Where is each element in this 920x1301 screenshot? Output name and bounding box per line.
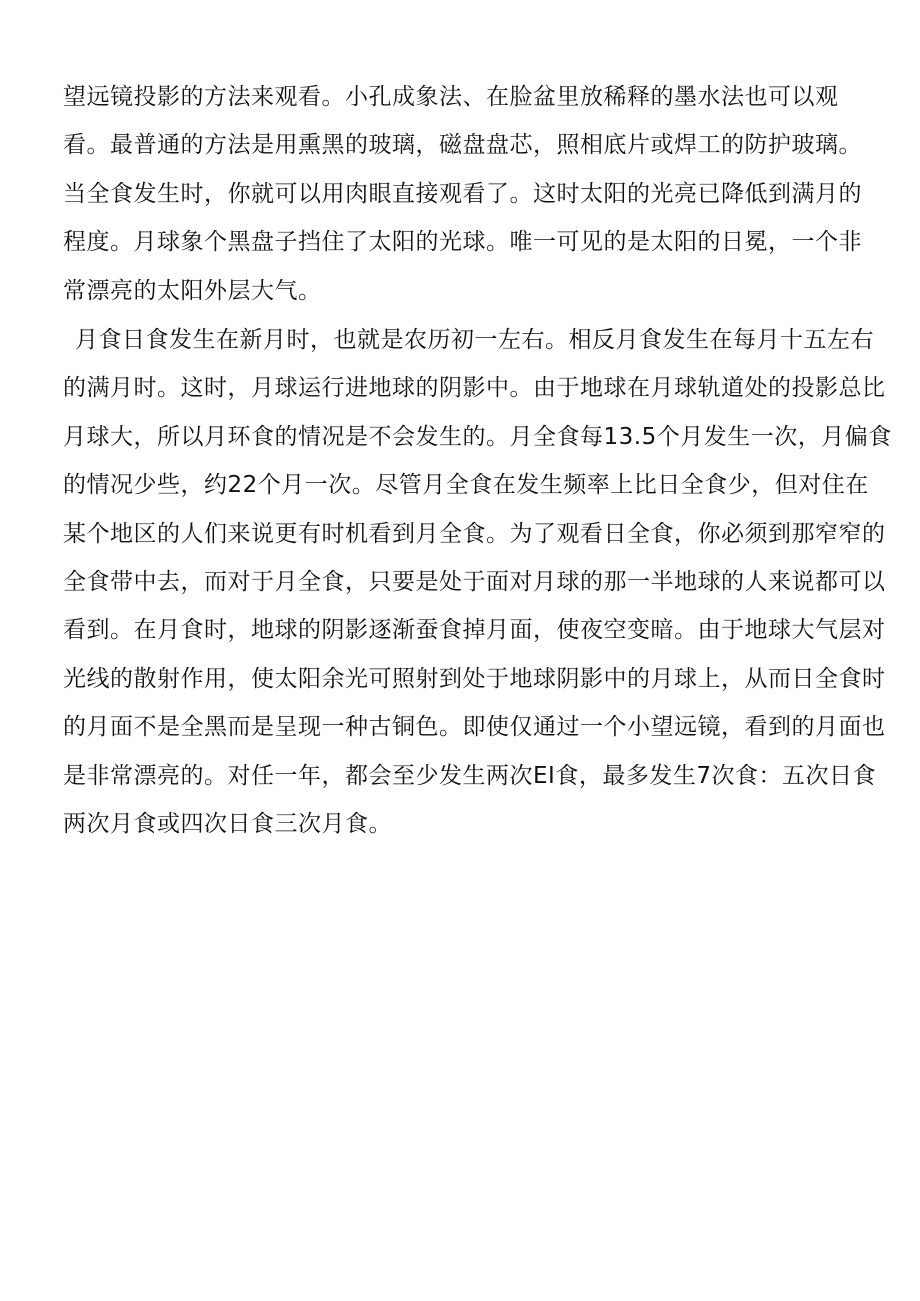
text-line: 月球大，所以月环食的情况是不会发生的。月全食每13.5个月发生一次，月偏食 [63,423,892,450]
text-line: 看。最普通的方法是用熏黑的玻璃，磁盘盘芯，照相底片或焊工的防护玻璃。 [63,132,862,159]
text-line: 是非常漂亮的。对任一年，都会至少发生两次EI食，最多发生7次食：五次日食 [63,762,876,789]
text-line: 的月面不是全黑而是呈现一种古铜色。即使仅通过一个小望远镜，看到的月面也 [63,714,886,741]
text-line: 全食带中去，而对于月全食，只要是处于面对月球的那一半地球的人来说都可以 [63,568,886,595]
text-line: 某个地区的人们来说更有时机看到月全食。为了观看日全食，你必须到那窄窄的 [63,520,886,547]
text-line: 的情况少些，约22个月一次。尽管月全食在发生频率上比日全食少，但对住在 [63,472,869,499]
text-line: 望远镜投影的方法来观看。小孔成象法、在脸盆里放稀释的墨水法也可以观 [63,84,839,110]
text-line: 程度。月球象个黑盘子挡住了太阳的光球。唯一可见的是太阳的日冕，一个非 [63,229,862,256]
text-line: 常漂亮的太阳外层大气。 [63,277,322,304]
text-line: 当全食发生时，你就可以用肉眼直接观看了。这时太阳的光亮已降低到满月的 [63,180,862,207]
paragraph-solar-eclipse-viewing [63,73,863,315]
paragraph-lunar-eclipse [63,316,892,848]
text-line: 的满月时。这时，月球运行进地球的阴影中。由于地球在月球轨道处的投影总比 [63,375,886,402]
text-line: 月食日食发生在新月时，也就是农历初一左右。相反月食发生在每月十五左右 [75,327,874,353]
text-line: 光线的散射作用，使太阳余光可照射到处于地球阴影中的月球上，从而日全食时 [63,665,886,692]
text-line: 看到。在月食时，地球的阴影逐渐蚕食掉月面，使夜空变暗。由于地球大气层对 [63,617,886,644]
text-line: 两次月食或四次日食三次月食。 [63,810,392,837]
